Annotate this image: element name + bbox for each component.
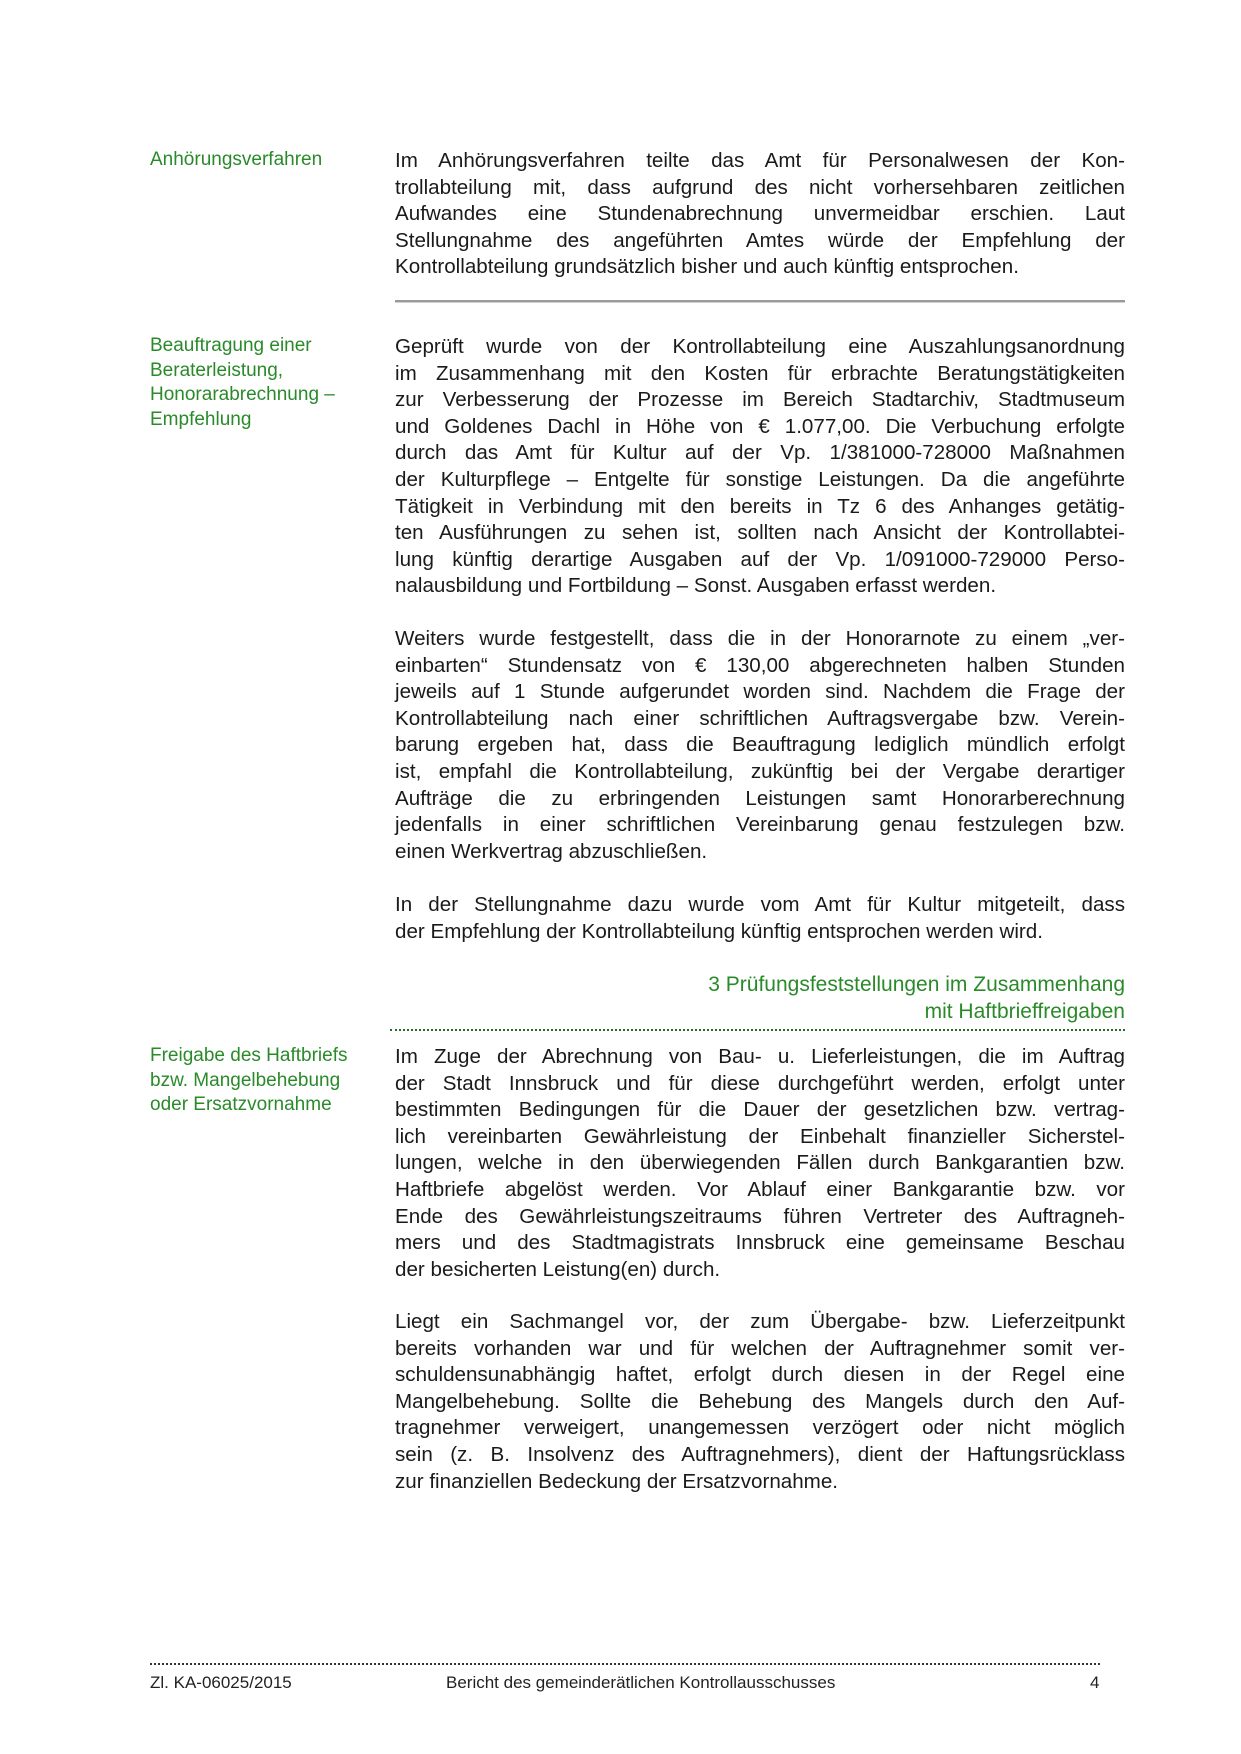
section-divider [395,300,1125,303]
text-line: lich vereinbarten Gewährleistung der Einbehalt finanzieller Sicherstel- [395,1124,1125,1148]
text-line: Ende des Gewährleistungszeitraums führen Vertreter des Auftragneh- [395,1204,1125,1228]
heading-divider [390,1029,1125,1031]
text-line: Liegt ein Sachmangel vor, der zum Übergabe- bzw. Lieferzeitpunkt [395,1310,1125,1333]
text-line: der Empfehlung der Kontrollabteilung künftig entsprochen werden wird. [395,919,1043,943]
text-line: einen Werkvertrag abzuschließen. [395,839,708,863]
label-line: Empfehlung [150,408,252,430]
text-line: Kontrollabteilung grundsätzlich bisher und auch künftig entsprochen. [395,255,1019,279]
text-line: nalausbildung und Fortbildung – Sonst. Ausgaben erfasst werden. [395,574,997,598]
text-line: zur Verbesserung der Prozesse im Bereich Stadtarchiv, Stadtmuseum [395,388,1125,412]
text-line: bestimmten Bedingungen für die Dauer der gesetzlichen bzw. vertrag- [395,1098,1125,1122]
heading-line: mit Haftbrieffreigaben [924,1000,1125,1023]
label-line: Beauftragung einer [150,335,312,356]
section-heading [395,971,1125,1025]
text-line: ist, empfahl die Kontrollabteilung, zukünftig bei der Vergabe derartiger [395,759,1125,783]
text-line: sein (z. B. Insolvenz des Auftragnehmers), dient der Haftungsrücklass [395,1442,1125,1466]
text-line: ten Ausführungen zu sehen ist, sollten nach Ansicht der Kontrollabtei- [395,521,1125,545]
text-line: im Zusammenhang mit den Kosten für erbrachte Beratungstätigkeiten [395,361,1125,385]
text-line: bereits vorhanden war und für welchen der Auftragnehmer somit ver- [395,1336,1125,1360]
footer-title: Bericht des gemeinderätlichen Kontrollausschusses [446,1673,836,1692]
page-number: 4 [1090,1673,1100,1692]
paragraph [395,1309,1125,1495]
text-line: Kontrollabteilung nach einer schriftlichen Auftragsvergabe bzw. Verein- [395,706,1125,730]
paragraph [395,892,1125,945]
text-line: jedenfalls in einer schriftlichen Vereinbarung genau festzulegen bzw. [395,813,1125,837]
text-line: schuldensunabhängig haftet, erfolgt durch diesen in der Regel eine [395,1363,1125,1387]
paragraph [395,626,1125,865]
section-label [150,334,380,432]
text-line: Geprüft wurde von der Kontrollabteilung eine Auszahlungsanordnung [395,335,1125,358]
paragraph [395,148,1125,281]
text-line: der Kulturpflege – Entgelte für sonstige Leistungen. Da die angeführte [395,467,1125,491]
text-line: der besicherten Leistung(en) durch. [395,1257,721,1281]
text-line: Im Anhörungsverfahren teilte das Amt für Personalwesen der Kon- [395,149,1125,172]
label-line: Honorarabrechnung – [150,384,335,405]
label-line: Freigabe des Haftbriefs [150,1045,348,1066]
label-line: Beraterleistung, [150,359,284,381]
text-line: einbarten“ Stundensatz von € 130,00 abgerechneten halben Stunden [395,653,1125,677]
text-line: der Stadt Innsbruck und für diese durchgeführt werden, erfolgt unter [395,1071,1125,1095]
text-line: Weiters wurde festgestellt, dass die in der Honorarnote zu einem „ver- [395,627,1125,650]
text-line: und Goldenes Dachl in Höhe von € 1.077,00. Die Verbuchung erfolgte [395,414,1125,438]
text-line: jeweils auf 1 Stunde aufgerundet worden sind. Nachdem die Frage der [395,680,1125,704]
text-line: Aufwandes eine Stundenabrechnung unvermeidbar erschien. Laut [395,202,1125,226]
paragraph [395,1044,1125,1283]
label-line: Anhörungsverfahren [150,149,323,170]
text-line: lung künftig derartige Ausgaben auf der Vp. 1/091000-729000 Perso- [395,547,1125,571]
heading-line: 3 Prüfungsfeststellungen im Zusammenhang [708,973,1125,996]
section-label [150,148,380,173]
text-line: Haftbriefe abgelöst werden. Vor Ablauf einer Bankgarantie bzw. vor [395,1177,1125,1201]
section-label [150,1044,380,1118]
text-line: durch das Amt für Kultur auf der Vp. 1/381000-728000 Maßnahmen [395,441,1125,465]
footer-divider [150,1663,1100,1665]
paragraph [395,334,1125,600]
text-line: trollabteilung mit, dass aufgrund des nicht vorhersehbaren zeitlichen [395,175,1125,199]
label-line: oder Ersatzvornahme [150,1094,332,1115]
footer-reference: Zl. KA-06025/2015 [150,1673,292,1692]
text-line: Tätigkeit in Verbindung mit den bereits in Tz 6 des Anhanges getätig- [395,494,1125,518]
text-line: zur finanziellen Bedeckung der Ersatzvornahme. [395,1469,839,1493]
text-line: In der Stellungnahme dazu wurde vom Amt für Kultur mitgeteilt, dass [395,893,1125,916]
label-line: bzw. Mangelbehebung [150,1069,341,1091]
text-line: Mangelbehebung. Sollte die Behebung des Mangels durch den Auf- [395,1389,1125,1413]
text-line: Stellungnahme des angeführten Amtes würde der Empfehlung der [395,228,1125,252]
text-line: tragnehmer verweigert, unangemessen verzögert oder nicht möglich [395,1416,1125,1440]
text-line: Im Zuge der Abrechnung von Bau- u. Lieferleistungen, die im Auftrag [395,1045,1125,1068]
text-line: Aufträge die zu erbringenden Leistungen samt Honorarberechnung [395,786,1125,810]
text-line: mers und des Stadtmagistrats Innsbruck eine gemeinsame Beschau [395,1231,1125,1255]
text-line: lungen, welche in den überwiegenden Fällen durch Bankgarantien bzw. [395,1151,1125,1175]
text-line: barung ergeben hat, dass die Beauftragung lediglich mündlich erfolgt [395,733,1125,757]
